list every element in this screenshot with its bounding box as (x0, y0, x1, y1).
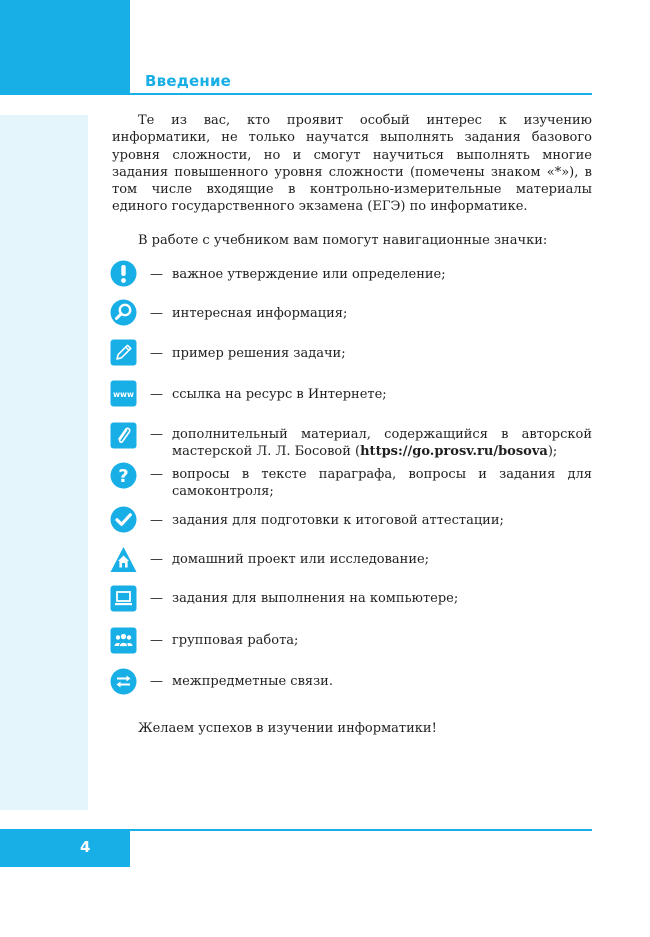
magnifier-icon (110, 299, 137, 326)
legend-text: групповая работа; (172, 633, 299, 648)
bosova-url[interactable]: https://go.prosv.ru/bosova (360, 444, 548, 459)
checkmark-icon (110, 506, 137, 533)
legend-text: домашний проект или исследование; (172, 552, 430, 567)
legend-text: важное утверждение или определение; (172, 267, 446, 282)
legend-dash: — (150, 467, 163, 482)
footer-rule (130, 829, 592, 831)
legend-dash: — (150, 346, 163, 361)
legend-text: пример решения задачи; (172, 346, 346, 361)
legend-dash: — (150, 306, 163, 321)
question-icon (110, 462, 137, 489)
exclamation-icon (110, 260, 137, 287)
legend-text: задания для выполнения на компьютере; (172, 591, 459, 606)
legend-dash: — (150, 513, 163, 528)
margin-strip (0, 115, 88, 810)
legend-dash: — (150, 552, 163, 567)
legend-dash: — (150, 267, 163, 282)
header-rule (130, 93, 592, 95)
group-icon (110, 627, 137, 654)
legend-text: ссылка на ресурс в Интернете; (172, 387, 387, 402)
legend-dash: — (150, 674, 163, 689)
legend-text: дополнительный материал, содержащийся в авторской мастерской Л. Л. Босовой (https://go.prosv.ru/bosova); (172, 427, 592, 459)
legend-dash: — (150, 591, 163, 606)
svg-text:?: ? (118, 466, 129, 487)
www-icon-label: www (113, 390, 134, 399)
legend-text: задания для подготовки к итоговой аттестации; (172, 513, 504, 528)
computer-icon (110, 585, 137, 612)
page-number: 4 (80, 838, 91, 856)
closing-wish: Желаем успехов в изучении информатики! (138, 721, 437, 736)
legend-text: вопросы в тексте параграфа, вопросы и задания для самоконтроля; (172, 467, 592, 499)
legend-dash: — (150, 387, 163, 402)
section-title: Введение (145, 72, 232, 90)
intro-paragraph: Те из вас, кто проявит особый интерес к изучению информатики, не только научатся выполнять задания базового уровня сложности, но и смогут научиться выполнять многие задания повышенного уровня сложности (помечены знаком «*»), в том числе входящие в контрольно-измерительные материалы единого государственного экзамена (ЕГЭ) по информатике. (112, 113, 592, 215)
www-icon (110, 380, 137, 407)
page-number-tab (0, 829, 130, 867)
legend-dash: — (150, 427, 163, 442)
paperclip-icon (110, 422, 137, 449)
nav-intro-text: В работе с учебником вам помогут навигационные значки: (138, 233, 548, 248)
pencil-icon (110, 339, 137, 366)
legend-text: межпредметные связи. (172, 674, 333, 689)
header-color-tab (0, 0, 130, 95)
legend-text: интересная информация; (172, 306, 348, 321)
legend-dash: — (150, 633, 163, 648)
house-icon (110, 546, 137, 573)
arrows-icon (110, 668, 137, 695)
